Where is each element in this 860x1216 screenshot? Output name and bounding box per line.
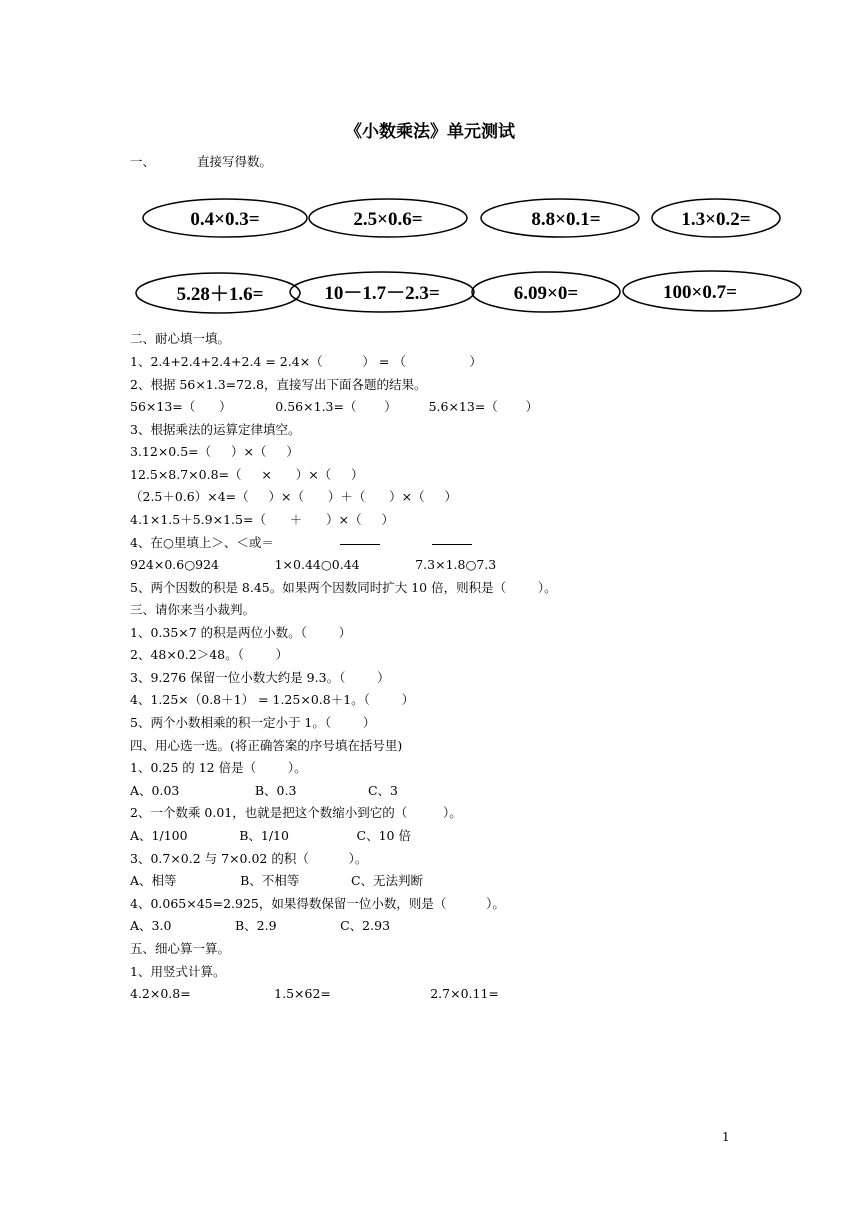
section2-heading: 二、耐心填一填。 bbox=[130, 331, 231, 346]
oval-problem-5 bbox=[136, 273, 300, 313]
question-2-2: 2、根据 56×1.3=72.8，直接写出下面各题的结果。 bbox=[130, 377, 427, 392]
question-2-3-item-3: （2.5＋0.6）×4=（ ）×（ ）＋（ ）×（ ） bbox=[130, 489, 458, 504]
oval-problem-1-text: 0.4×0.3= bbox=[190, 209, 260, 230]
oval-problem-3 bbox=[481, 199, 639, 237]
question-3-1: 1、0.35×7 的积是两位小数。（ ） bbox=[130, 625, 352, 640]
oval-problem-4-text: 1.3×0.2= bbox=[681, 209, 751, 230]
question-4-2-options: A、1/100 B、1/10 C、10 倍 bbox=[130, 828, 411, 843]
decorative-dash bbox=[432, 544, 472, 545]
question-4-3: 3、0.7×0.2 与 7×0.02 的积（ ）。 bbox=[130, 851, 368, 866]
question-2-3: 3、根据乘法的运算定律填空。 bbox=[130, 422, 301, 437]
question-2-5: 5、两个因数的积是 8.45。如果两个因数同时扩大 10 倍，则积是（ ）。 bbox=[130, 580, 557, 595]
oval-problem-6 bbox=[290, 272, 474, 312]
page-number: 1 bbox=[722, 1130, 730, 1144]
question-5-1-items: 4.2×0.8= 1.5×62= 2.7×0.11= bbox=[130, 986, 499, 1001]
section4-heading: 四、用心选一选。(将正确答案的序号填在括号里) bbox=[130, 738, 403, 753]
question-4-1-options: A、0.03 B、0.3 C、3 bbox=[130, 783, 398, 798]
question-4-4-options: A、3.0 B、2.9 C、2.93 bbox=[130, 918, 391, 933]
oval-problems bbox=[0, 0, 860, 330]
oval-problem-2-text: 2.5×0.6= bbox=[353, 209, 423, 230]
question-3-3: 3、9.276 保留一位小数大约是 9.3。（ ） bbox=[130, 670, 390, 685]
question-5-1: 1、用竖式计算。 bbox=[130, 964, 226, 979]
question-4-1: 1、0.25 的 12 倍是（ ）。 bbox=[130, 760, 307, 775]
section1-text: 直接写得数。 bbox=[197, 154, 273, 169]
oval-problem-1 bbox=[143, 199, 307, 237]
oval-problem-8 bbox=[623, 271, 801, 311]
oval-problem-5-text: 5.28＋1.6= bbox=[176, 284, 264, 305]
oval-problem-6-text: 10－1.7－2.3= bbox=[324, 283, 440, 304]
question-2-4-items: 924×0.6○924 1×0.44○0.44 7.3×1.8○7.3 bbox=[130, 557, 497, 572]
question-2-1: 1、2.4+2.4+2.4+2.4 = 2.4×（ ） = （ ） bbox=[130, 354, 482, 369]
oval-problem-2 bbox=[309, 199, 467, 237]
question-3-5: 5、两个小数相乘的积一定小于 1。（ ） bbox=[130, 715, 376, 730]
oval-problem-7-text: 6.09×0= bbox=[513, 283, 579, 304]
oval-problem-4 bbox=[652, 199, 780, 237]
question-2-3-item-2: 12.5×8.7×0.8=（ × ）×（ ） bbox=[130, 467, 364, 482]
question-2-4: 4、在○里填上＞、＜或＝ bbox=[130, 535, 274, 550]
question-3-4: 4、1.25×（0.8＋1） = 1.25×0.8＋1。（ ） bbox=[130, 692, 415, 707]
question-4-4: 4、0.065×45=2.925，如果得数保留一位小数，则是（ ）。 bbox=[130, 896, 505, 911]
section5-heading: 五、细心算一算。 bbox=[130, 941, 231, 956]
page-title: 《小数乘法》单元测试 bbox=[345, 122, 515, 142]
question-4-3-options: A、相等 B、不相等 C、无法判断 bbox=[130, 873, 424, 888]
question-2-3-item-1: 3.12×0.5=（ ）×（ ） bbox=[130, 444, 299, 459]
question-3-2: 2、48×0.2＞48。（ ） bbox=[130, 647, 289, 662]
oval-problem-3-text: 8.8×0.1= bbox=[531, 209, 601, 230]
oval-problem-8-text: 100×0.7= bbox=[663, 282, 737, 303]
question-2-3-item-4: 4.1×1.5＋5.9×1.5=（ ＋ ）×（ ） bbox=[130, 512, 394, 527]
section3-heading: 三、请你来当小裁判。 bbox=[130, 602, 256, 617]
question-2-2-items: 56×13=（ ） 0.56×1.3=（ ） 5.6×13=（ ） bbox=[130, 399, 539, 414]
decorative-dash bbox=[340, 544, 380, 545]
oval-problem-7 bbox=[472, 272, 620, 312]
section1-number: 一、 bbox=[130, 154, 156, 169]
question-4-2: 2、一个数乘 0.01，也就是把这个数缩小到它的（ ）。 bbox=[130, 805, 462, 820]
